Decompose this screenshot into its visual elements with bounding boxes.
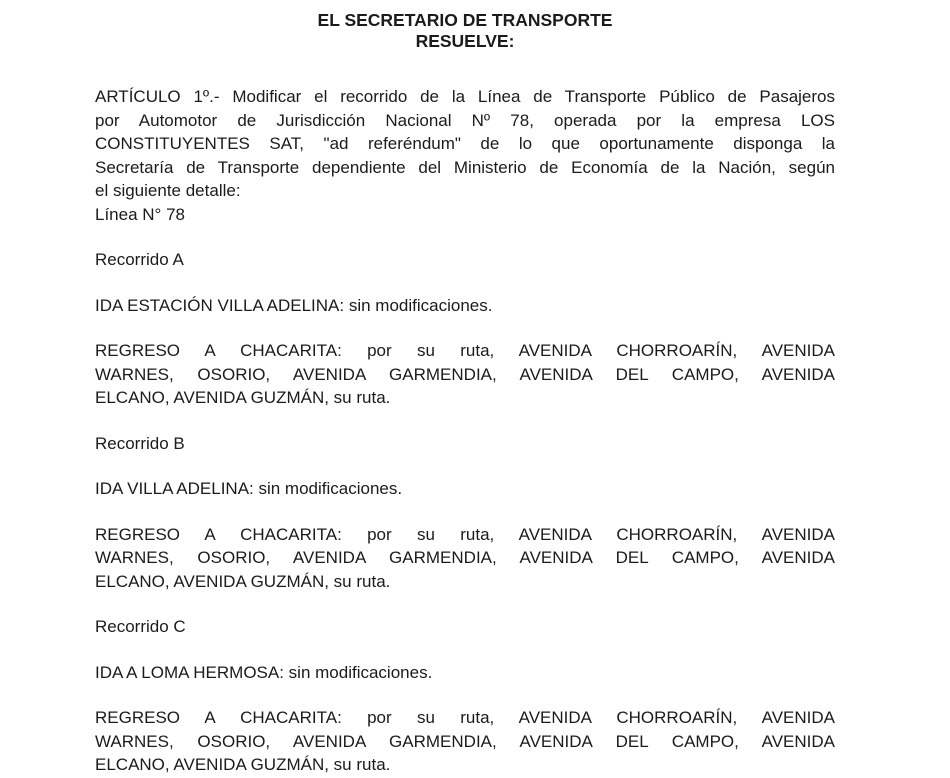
paragraph-line: ARTÍCULO 1º.- Modificar el recorrido de la Línea de Transporte Público de Pasajeros bbox=[95, 87, 835, 106]
document-heading bbox=[95, 10, 835, 52]
paragraph-line: REGRESO A CHACARITA: por su ruta, AVENIDA CHORROARÍN, AVENIDA bbox=[95, 341, 835, 360]
paragraph-line: por Automotor de Jurisdicción Nacional Nº 78, operada por la empresa LOS bbox=[95, 110, 835, 130]
paragraph-line: CONSTITUYENTES SAT, "ad referéndum" de lo que oportunamente disponga la bbox=[95, 134, 835, 153]
recorrido-a-title: Recorrido A bbox=[95, 250, 184, 269]
heading-line-1: EL SECRETARIO DE TRANSPORTE bbox=[317, 10, 613, 30]
recorrido-b-ida-line: IDA VILLA ADELINA: sin modificaciones. bbox=[95, 479, 403, 498]
linea-number-label: Línea N° 78 bbox=[95, 204, 185, 224]
document-column bbox=[95, 10, 835, 777]
paragraph-line: Secretaría de Transporte dependiente del Ministerio de Economía de la Nación, según bbox=[95, 157, 835, 177]
recorrido-c-ida-line: IDA A LOMA HERMOSA: sin modificaciones. bbox=[95, 662, 433, 682]
recorrido-b-title: Recorrido B bbox=[95, 433, 185, 453]
paragraph-line: WARNES, OSORIO, AVENIDA GARMENDIA, AVENIDA DEL CAMPO, AVENIDA bbox=[95, 731, 835, 751]
paragraph-line: ELCANO, AVENIDA GUZMÁN, su ruta. bbox=[95, 571, 391, 591]
paragraph-line: el siguiente detalle: bbox=[95, 181, 241, 200]
paragraph-line: REGRESO A CHACARITA: por su ruta, AVENIDA CHORROARÍN, AVENIDA bbox=[95, 524, 835, 544]
recorrido-a-ida-line: IDA ESTACIÓN VILLA ADELINA: sin modificaciones. bbox=[95, 295, 493, 315]
recorrido-c-title: Recorrido C bbox=[95, 617, 186, 636]
heading-line-2: RESUELVE: bbox=[415, 31, 515, 51]
paragraph-line: REGRESO A CHACARITA: por su ruta, AVENIDA CHORROARÍN, AVENIDA bbox=[95, 708, 835, 727]
recorrido-c-regreso-paragraph bbox=[95, 706, 835, 777]
paragraph-line: WARNES, OSORIO, AVENIDA GARMENDIA, AVENIDA DEL CAMPO, AVENIDA bbox=[95, 548, 835, 567]
recorrido-a-regreso-paragraph bbox=[95, 339, 835, 410]
paragraph-line: WARNES, OSORIO, AVENIDA GARMENDIA, AVENIDA DEL CAMPO, AVENIDA bbox=[95, 364, 835, 384]
paragraph-line: ELCANO, AVENIDA GUZMÁN, su ruta. bbox=[95, 755, 391, 774]
recorrido-b-regreso-paragraph bbox=[95, 523, 835, 594]
paragraph-line: ELCANO, AVENIDA GUZMÁN, su ruta. bbox=[95, 388, 391, 407]
articulo-1-paragraph bbox=[95, 85, 835, 226]
